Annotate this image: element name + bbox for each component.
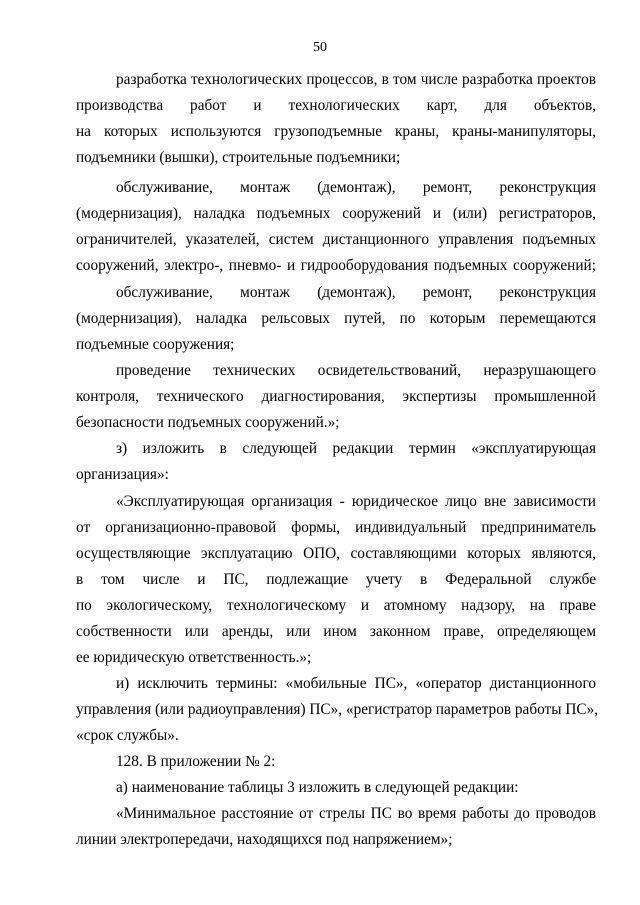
text-line: контроля, технического диагностирования, экспертизы промышленной xyxy=(76,388,596,405)
text-line: проведение технических освидетельствований, неразрушающего xyxy=(116,362,596,379)
text-line: ее юридическую ответственность.»; xyxy=(76,649,312,666)
text-line: и) исключить термины: «мобильные ПС», «оператор дистанционного xyxy=(116,675,596,692)
text-line: подъемники (вышки), строительные подъемники; xyxy=(76,149,401,166)
text-line: на которых используются грузоподъемные краны, краны-манипуляторы, xyxy=(76,123,596,140)
text-line: з) изложить в следующей редакции термин «эксплуатирующая xyxy=(116,440,596,457)
text-line: линии электропередачи, находящихся под напряжением»; xyxy=(76,831,453,848)
text-line: организация»: xyxy=(76,466,169,483)
text-line: обслуживание, монтаж (демонтаж), ремонт, реконструкция xyxy=(116,179,596,196)
text-line: по экологическому, технологическому и атомному надзору, на праве xyxy=(76,597,596,614)
text-line: ограничителей, указателей, систем дистанционного управления подъемных xyxy=(76,231,596,248)
text-line: а) наименование таблицы 3 изложить в следующей редакции: xyxy=(116,779,519,796)
text-line: подъемные сооружения; xyxy=(76,336,235,353)
text-line: безопасности подъемных сооружений.»; xyxy=(76,414,340,431)
text-line: обслуживание, монтаж (демонтаж), ремонт, реконструкция xyxy=(116,284,596,301)
text-line: собственности или аренды, или ином законном праве, определяющем xyxy=(76,623,596,640)
text-line: производства работ и технологических карт, для объектов, xyxy=(76,97,596,114)
text-line: 128. В приложении № 2: xyxy=(116,753,276,770)
text-line: (модернизация), наладка подъемных сооружений и (или) регистраторов, xyxy=(76,205,596,222)
text-line: разработка технологических процессов, в том числе разработка проектов xyxy=(116,71,596,88)
text-line: (модернизация), наладка рельсовых путей, по которым перемещаются xyxy=(76,310,596,327)
text-line: «Эксплуатирующая организация - юридическое лицо вне зависимости xyxy=(116,493,596,510)
page-number: 50 xyxy=(313,40,327,55)
text-line: в том числе и ПС, подлежащие учету в Федеральной службе xyxy=(76,571,596,588)
text-line: управления (или радиоуправления) ПС», «регистратор параметров работы ПС», xyxy=(76,701,599,718)
text-line: «срок службы». xyxy=(76,727,179,744)
text-line: осуществляющие эксплуатацию ОПО, составляющими которых являются, xyxy=(76,545,596,562)
text-line: от организационно-правовой формы, индивидуальный предприниматель xyxy=(76,519,596,536)
text-line: сооружений, электро-, пневмо- и гидрооборудования подъемных сооружений; xyxy=(76,257,596,274)
text-line: «Минимальное расстояние от стрелы ПС во время работы до проводов xyxy=(116,805,596,822)
